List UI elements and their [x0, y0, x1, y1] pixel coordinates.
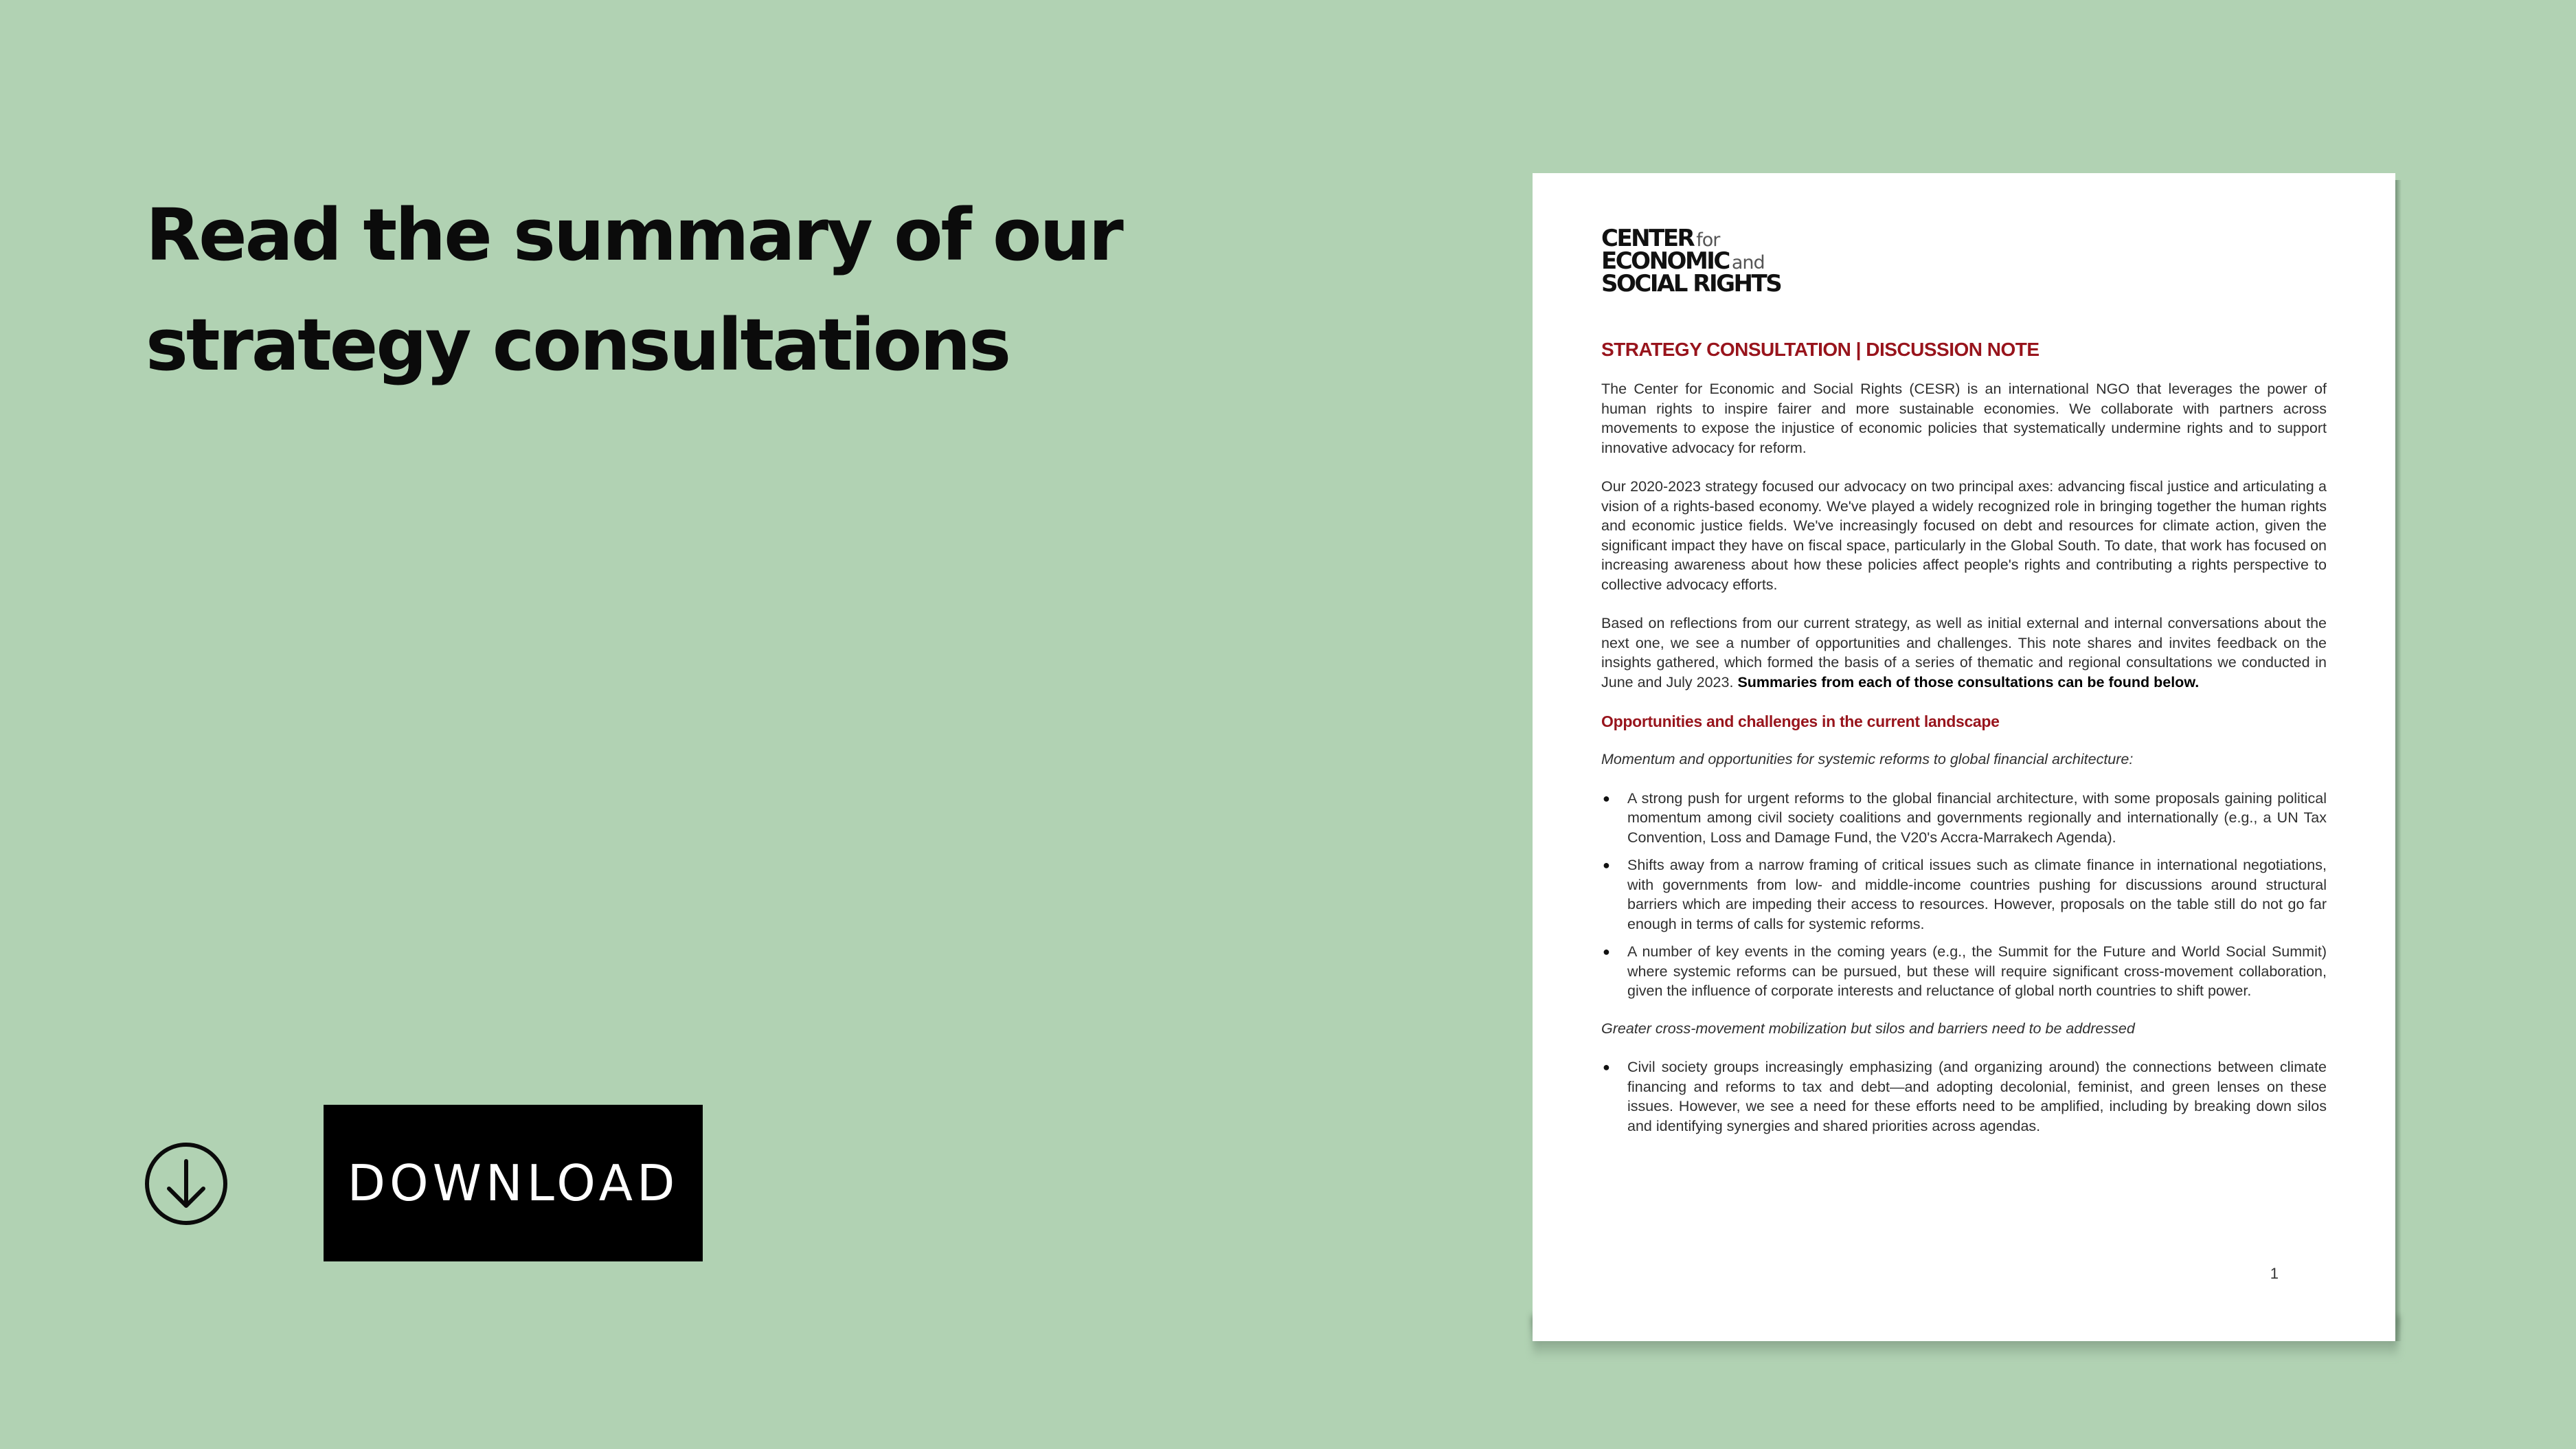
download-arrow-icon[interactable] — [144, 1142, 228, 1226]
headline — [146, 180, 1313, 400]
logo-line-1: CENTER for — [1601, 225, 1720, 252]
document-edge-shadow — [2395, 180, 2402, 1341]
list-item: ● Shifts away from a narrow framing of critical issues such as climate finance in international negotiations, with governments from low- and middle-income countries pushing for discussions around structural barriers which are impeding their access to resources. However, proposals on the table still do not go far enough in terms of calls for systemic reforms. — [1601, 855, 2327, 934]
section-heading: Opportunities and challenges in the current landscape — [1601, 712, 2000, 730]
download-button[interactable]: DOWNLOAD — [324, 1105, 703, 1261]
list-item: ● A strong push for urgent reforms to the global financial architecture, with some proposals gaining political momentum among civil society coalitions and governments regionally and internationally (e.g., a UN Tax Convention, Loss and Damage Fund, the V20's Accra-Marrakech Agenda). — [1601, 789, 2327, 848]
bullet-list-mobilization — [1601, 1057, 2327, 1136]
subheading-mobilization: Greater cross-movement mobilization but silos and barriers need to be addressed — [1601, 1020, 2135, 1037]
summaries-callout: Summaries from each of those consultations can be found below. — [1737, 673, 2200, 690]
document-preview[interactable] — [1533, 173, 2395, 1341]
strategy-paragraph: Our 2020-2023 strategy focused our advocacy on two principal axes: advancing fiscal justice and articulating a vision of a rights-based economy. We've played a widely recognized role in bringing together the human rights and economic justice fields. We've increasingly focused on debt and resources for climate action, given the significant impact they have on fiscal space, particularly in the Global South. To date, that work has focused on increasing awareness about how these policies affect people's rights and contributing a rights perspective to collective advocacy efforts. — [1601, 478, 2327, 593]
subheading-momentum: Momentum and opportunities for systemic reforms to global financial architecture: — [1601, 751, 2134, 767]
document-title: STRATEGY CONSULTATION | DISCUSSION NOTE — [1601, 339, 2040, 360]
page-number: 1 — [2270, 1264, 2279, 1282]
cesr-logo — [1601, 225, 2327, 297]
logo-line-3: SOCIAL RIGHTS — [1601, 270, 1781, 297]
reflections-paragraph: Based on reflections from our current strategy, as well as initial external and internal conversations about the next one, we see a number of opportunities and challenges. This note shares and invites feedback on the insights gathered, which formed the basis of a series of thematic and regional consultations we conducted in June and July 2023. Summaries from each of those consultations can be found below. — [1601, 615, 2327, 690]
headline-line-2: strategy consultations — [146, 303, 1010, 387]
list-item: ● A number of key events in the coming years (e.g., the Summit for the Future and World Social Summit) where systemic reforms can be pursued, but these will require significant cross-movement collaboration, given the influence of corporate interests and reluctance of global north countries to shift power. — [1601, 942, 2327, 1001]
intro-paragraph: The Center for Economic and Social Rights (CESR) is an international NGO that leverages the power of human rights to inspire fairer and more sustainable economies. We collaborate with partners across movements to expose the injustice of economic policies that systematically undermine rights and to support innovative advocacy for reform. — [1601, 381, 2327, 456]
logo-line-2: ECONOMIC and — [1601, 247, 1765, 275]
headline-line-1: Read the summary of our — [146, 193, 1122, 277]
bullet-list-momentum — [1601, 789, 2327, 1001]
list-item: ● Civil society groups increasingly emphasizing (and organizing around) the connections between climate financing and reforms to tax and debt—and adopting decolonial, feminist, and green lenses on these issues. However, we see a need for these efforts need to be amplified, including by breaking down silos and identifying synergies and shared priorities across agendas. — [1601, 1057, 2327, 1136]
